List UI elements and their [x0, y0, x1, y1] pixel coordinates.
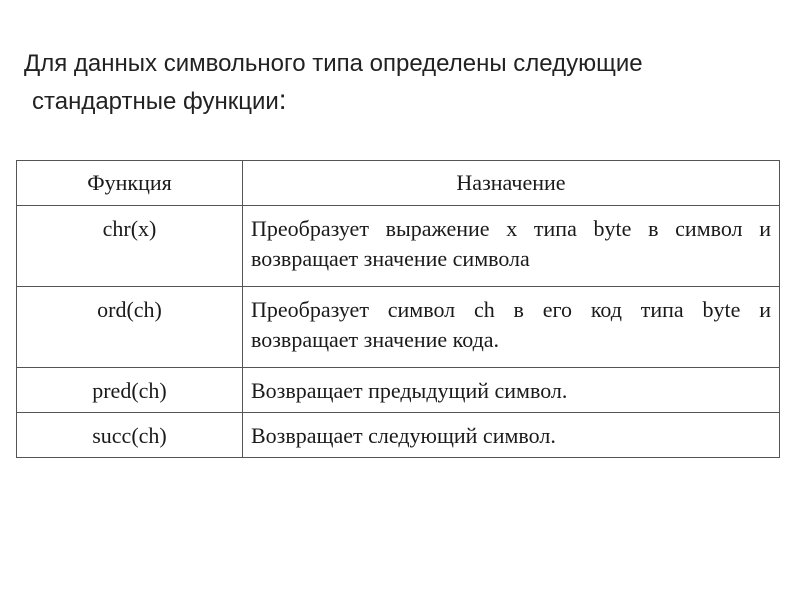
- function-cell: succ(ch): [17, 413, 243, 458]
- function-cell: ord(ch): [17, 287, 243, 368]
- table-header-row: [17, 161, 780, 206]
- description-cell: Возвращает предыдущий символ.: [243, 368, 780, 413]
- functions-table: [16, 160, 780, 458]
- intro-text: [24, 46, 764, 120]
- header-function: Функция: [17, 161, 243, 206]
- intro-line-2-text: стандартные функции: [32, 88, 279, 115]
- header-purpose: Назначение: [243, 161, 780, 206]
- intro-colon: :: [278, 84, 287, 115]
- intro-line-1: Для данных символьного типа определены следующие: [24, 50, 643, 77]
- function-cell: chr(x): [17, 206, 243, 287]
- function-cell: pred(ch): [17, 368, 243, 413]
- intro-line-2: [24, 82, 764, 120]
- table-row: [17, 287, 780, 368]
- table-row: [17, 368, 780, 413]
- description-cell: Возвращает следующий символ.: [243, 413, 780, 458]
- table-row: [17, 413, 780, 458]
- table-row: [17, 206, 780, 287]
- description-cell: Преобразует выражение x типа byte в символ и возвращает значение символа: [243, 206, 780, 287]
- description-cell: Преобразует символ ch в его код типа byte и возвращает значение кода.: [243, 287, 780, 368]
